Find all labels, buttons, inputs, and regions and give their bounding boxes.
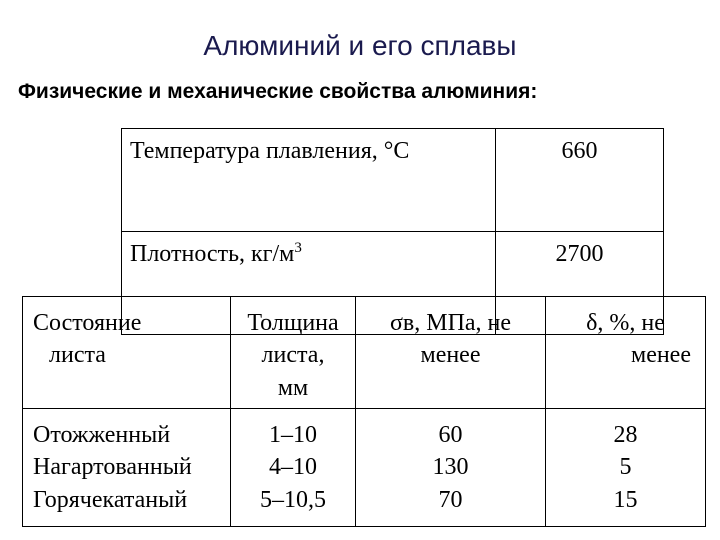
thickness-value: 4–10 xyxy=(269,454,317,481)
elongation-value: 5 xyxy=(619,454,632,481)
thickness-cell xyxy=(231,409,356,527)
state-value: Отожженный xyxy=(33,422,171,448)
section-subtitle: Физические и механические свойства алюминия: xyxy=(18,80,538,103)
strength-value: 70 xyxy=(438,486,463,513)
thickness-value: 1–10 xyxy=(269,422,317,448)
page-title: Алюминий и его сплавы xyxy=(203,30,517,61)
state-value: Горячекатаный xyxy=(33,486,188,513)
strength-value: 60 xyxy=(438,422,463,448)
header-strength xyxy=(356,297,546,409)
melting-point-label: Температура плавления, °С xyxy=(122,129,496,232)
thickness-value: 5–10,5 xyxy=(260,486,326,513)
header-thickness-line3: мм xyxy=(277,374,309,401)
header-thickness-line2: листа, xyxy=(261,342,325,369)
melting-point-value: 660 xyxy=(496,129,664,232)
header-strength-line1: σв, МПа, не xyxy=(389,310,512,336)
state-cell xyxy=(23,409,231,527)
elongation-cell xyxy=(546,409,706,527)
header-thickness xyxy=(231,297,356,409)
elongation-value: 15 xyxy=(613,486,638,513)
header-elongation xyxy=(546,297,706,409)
header-thickness-line1: Толщина xyxy=(247,310,339,336)
state-value: Нагартованный xyxy=(33,454,192,481)
elongation-value: 28 xyxy=(613,422,638,448)
table-header-row xyxy=(23,297,706,409)
header-state xyxy=(23,297,231,409)
density-value: 2700 xyxy=(496,232,664,335)
header-state-line2: листа xyxy=(49,342,106,369)
strength-value: 130 xyxy=(432,454,469,481)
header-state-line1: Состояние xyxy=(33,310,142,336)
header-strength-line2: менее xyxy=(420,342,481,369)
density-unit-exponent: 3 xyxy=(294,240,302,256)
table-data-row xyxy=(23,409,706,527)
table-row xyxy=(122,129,664,232)
header-elongation-line1: δ, %, не xyxy=(586,310,665,336)
mechanical-properties-table xyxy=(22,296,706,527)
density-label: Плотность, $кг/м^3$ xyxy=(122,232,496,335)
strength-cell xyxy=(356,409,546,527)
header-elongation-line2: менее xyxy=(631,342,691,369)
